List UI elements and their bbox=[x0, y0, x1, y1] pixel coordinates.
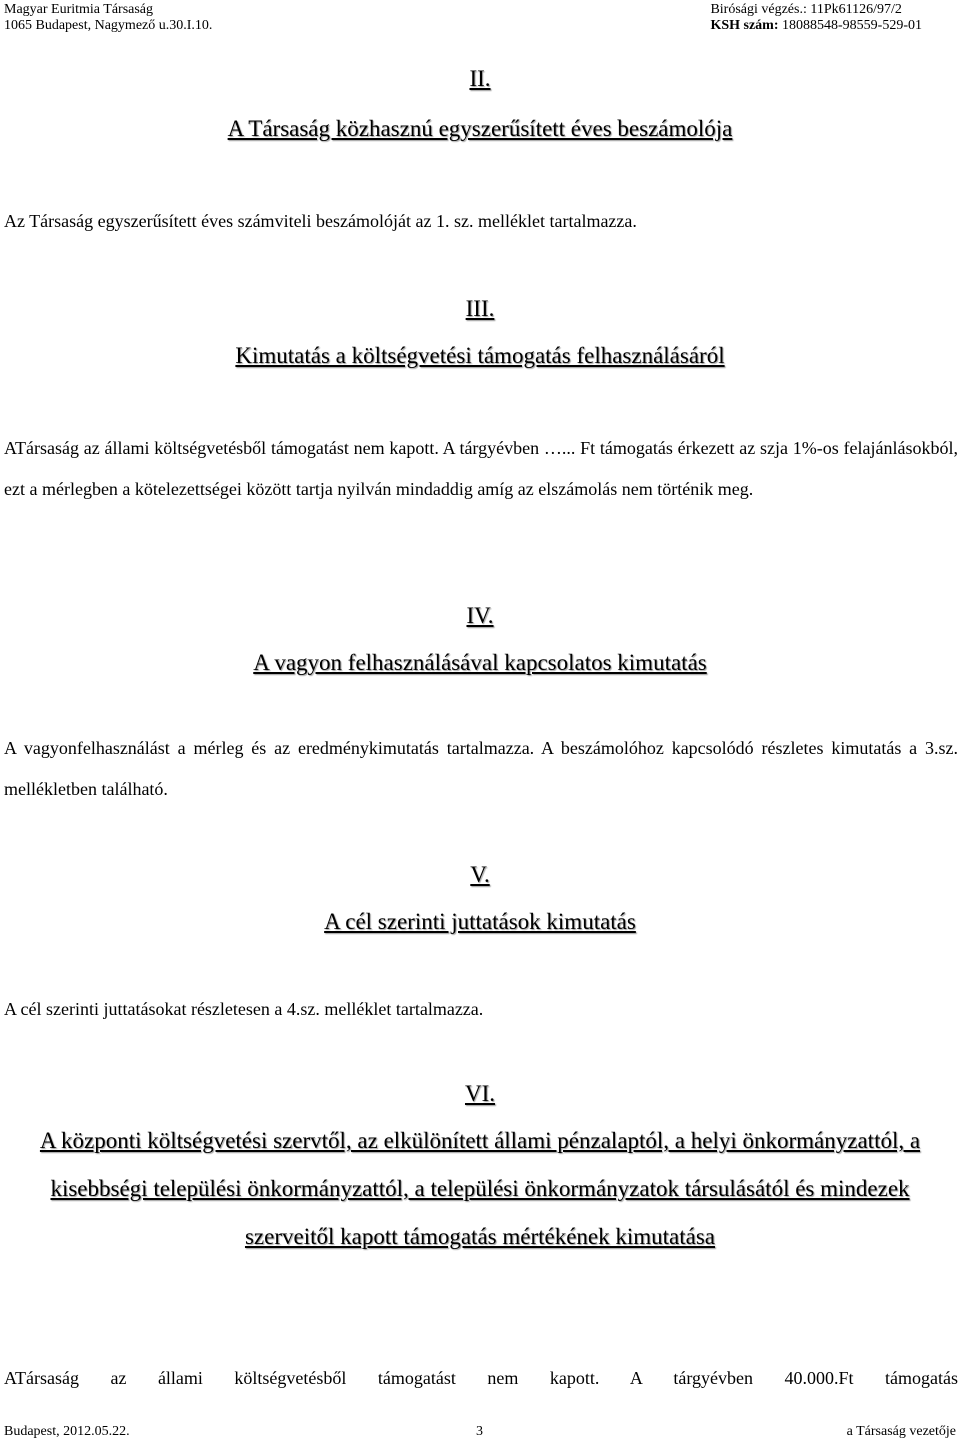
footer-place-date: Budapest, 2012.05.22. bbox=[4, 1424, 130, 1439]
header-left bbox=[4, 2, 212, 34]
section-2-number: II. bbox=[469, 66, 491, 91]
section-5-body: A cél szerinti juttatásokat részletesen a 4.sz. melléklet tartalmazza. bbox=[4, 999, 484, 1019]
section-3-number: III. bbox=[465, 296, 495, 321]
section-4-number: IV. bbox=[466, 603, 494, 628]
section-3-body: ATársaság az állami költségvetésből támogatást nem kapott. A tárgyévben …... Ft támogatás érkezett az szja 1%-os felajánlásokból, ezt a mérlegben a kötelezettségei között tartja nyilván mindaddig amíg az elszámolás nem történik meg. bbox=[4, 438, 958, 499]
section-2-body: Az Társaság egyszerűsített éves számviteli beszámolóját az 1. sz. melléklet tartalmazza. bbox=[4, 211, 637, 231]
header-right bbox=[710, 2, 922, 34]
section-4-title: A vagyon felhasználásával kapcsolatos kimutatás bbox=[253, 650, 707, 675]
section-6-number: VI. bbox=[464, 1081, 496, 1106]
section-5-title: A cél szerinti juttatások kimutatás bbox=[324, 909, 636, 934]
section-3-title: Kimutatás a költségvetési támogatás felhasználásáról bbox=[235, 343, 725, 368]
ksh-number bbox=[710, 18, 922, 34]
section-6-body: ATársaság az állami költségvetésből támogatást nem kapott. A tárgyévben 40.000.Ft támogatás bbox=[4, 1368, 958, 1388]
ksh-label: KSH szám: bbox=[710, 18, 779, 33]
footer-page-number: 3 bbox=[476, 1424, 483, 1439]
court-ruling: Birósági végzés.: 11Pk61126/97/2 bbox=[710, 2, 902, 17]
footer-signatory: a Társaság vezetője bbox=[846, 1424, 956, 1439]
ksh-value: 18088548-98559-529-01 bbox=[782, 18, 922, 33]
section-6-title: A központi költségvetési szervtől, az elkülönített állami pénzalaptól, a helyi önkormányzattól, a kisebbségi települési önkormányzattól, a települési önkormányzatok társulásától és mindezek szerveitől kapott támogatás mértékének kimutatása bbox=[39, 1128, 921, 1249]
section-4-body: A vagyonfelhasználást a mérleg és az eredménykimutatás tartalmazza. A beszámolóhoz kapcsolódó részletes kimutatás a 3.sz. mellékletben található. bbox=[4, 738, 958, 799]
section-5-number: V. bbox=[470, 862, 490, 887]
org-address: 1065 Budapest, Nagymező u.30.I.10. bbox=[4, 18, 213, 33]
org-name: Magyar Euritmia Társaság bbox=[4, 2, 154, 17]
section-2-title: A Társaság közhasznú egyszerűsített éves beszámolója bbox=[227, 116, 733, 141]
